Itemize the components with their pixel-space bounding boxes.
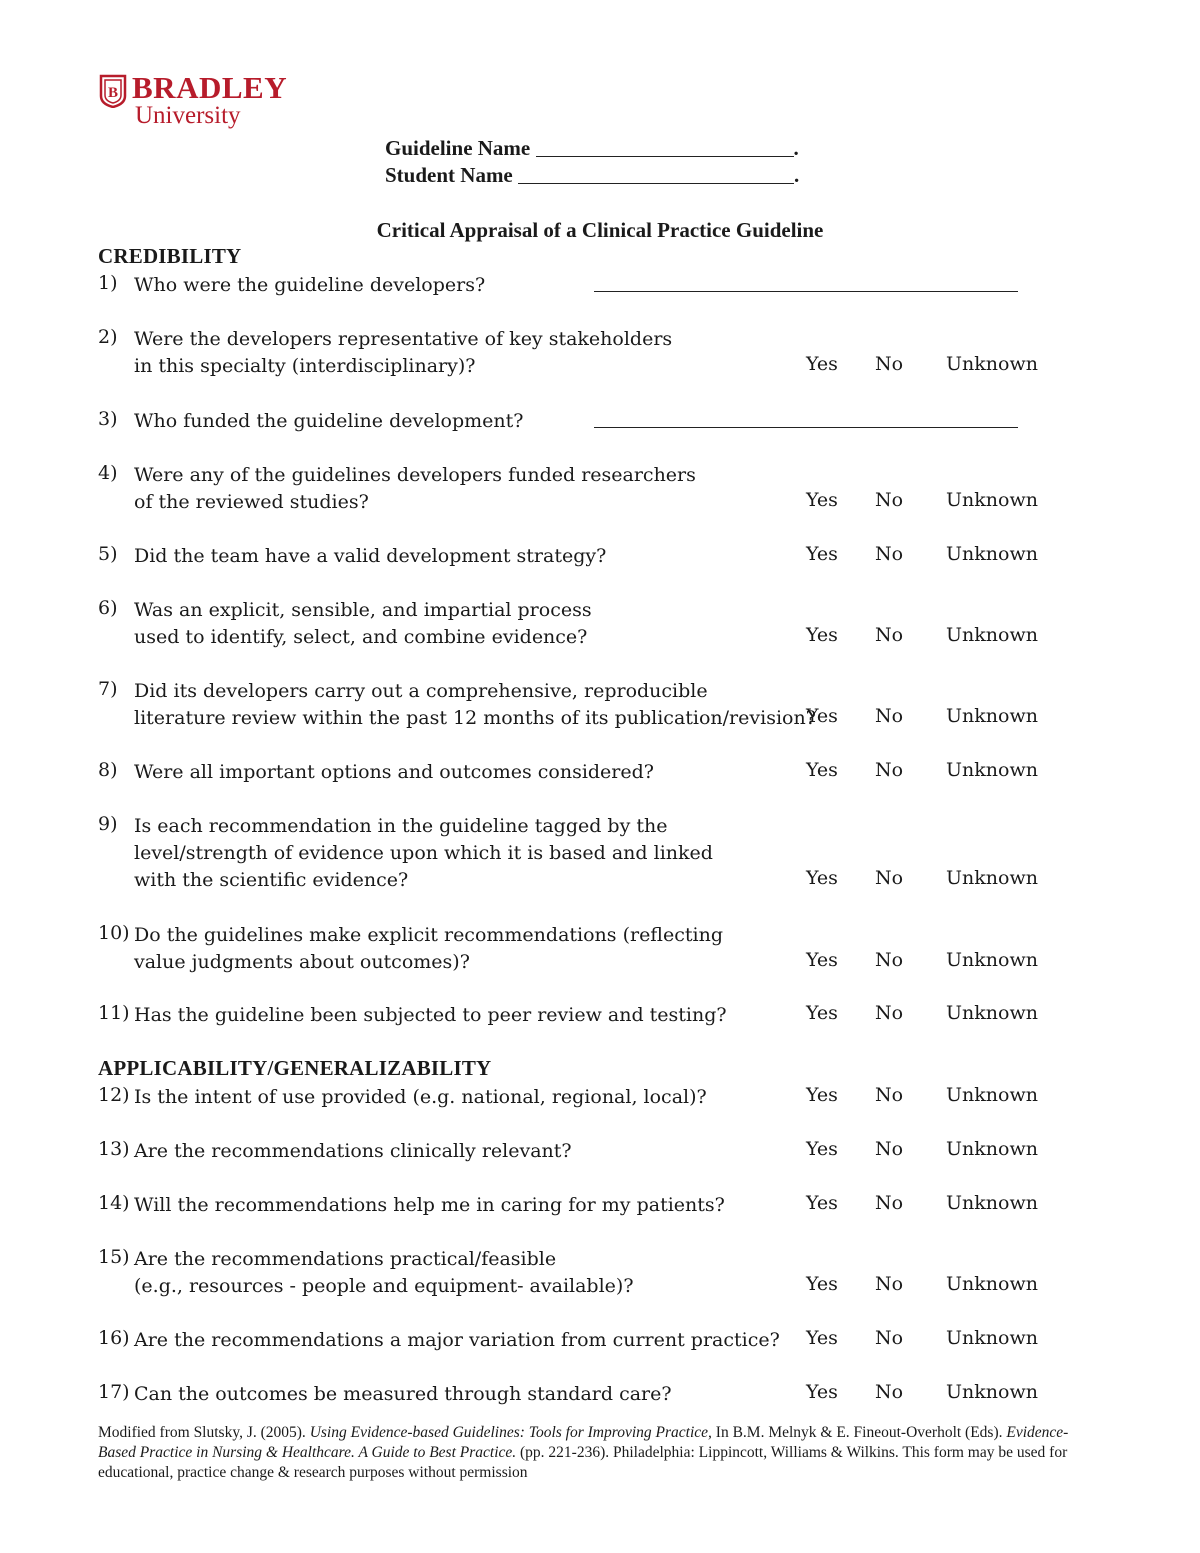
question-text: Were all important options and outcomes considered? (134, 761, 654, 783)
brand-name: BRADLEY (132, 70, 288, 105)
student-name-field (385, 163, 799, 188)
option-yes[interactable]: Yes (806, 705, 838, 727)
question-text: Who were the guideline developers? (134, 274, 486, 296)
question-text: Did its developers carry out a comprehensive, reproducible (134, 680, 708, 702)
option-unknown[interactable]: Unknown (946, 1273, 1038, 1295)
question-text: Are the recommendations practical/feasible (134, 1248, 557, 1270)
question-number: 14) (98, 1192, 130, 1214)
question-text: level/strength of evidence upon which it is based and linked (134, 842, 713, 864)
question-number: 13) (98, 1138, 130, 1160)
question-text: Has the guideline been subjected to peer review and testing? (134, 1004, 727, 1026)
option-no[interactable]: No (875, 1138, 904, 1160)
question-number: 9) (98, 813, 118, 835)
answer-line[interactable] (594, 427, 1018, 428)
question-text: literature review within the past 12 months of its publication/revision? (134, 707, 816, 729)
question-text: Are the recommendations a major variation from current practice? (134, 1329, 780, 1351)
bradley-crest-icon (98, 74, 128, 108)
option-no[interactable]: No (875, 1192, 904, 1214)
option-unknown[interactable]: Unknown (946, 1138, 1038, 1160)
student-name-label: Student Name (385, 163, 513, 187)
question-number: 10) (98, 922, 130, 944)
option-yes[interactable]: Yes (806, 1002, 838, 1024)
question-number: 15) (98, 1246, 130, 1268)
question-text: with the scientific evidence? (134, 869, 409, 891)
citation-title: Using Evidence-based Guidelines: Tools for Improving Practice, (309, 1424, 712, 1441)
question-text: (e.g., resources - people and equipment- available)? (134, 1275, 634, 1297)
option-yes[interactable]: Yes (806, 1138, 838, 1160)
guideline-name-field (385, 136, 799, 161)
question-text: Do the guidelines make explicit recommendations (reflecting (134, 924, 723, 946)
question-number: 8) (98, 759, 118, 781)
option-yes[interactable]: Yes (806, 1381, 838, 1403)
option-unknown[interactable]: Unknown (946, 1327, 1038, 1349)
option-no[interactable]: No (875, 1273, 904, 1295)
option-yes[interactable]: Yes (806, 867, 838, 889)
question-number: 2) (98, 326, 118, 348)
section-credibility: CREDIBILITY (98, 244, 242, 268)
option-no[interactable]: No (875, 1327, 904, 1349)
option-no[interactable]: No (875, 543, 904, 565)
option-yes[interactable]: Yes (806, 949, 838, 971)
option-unknown[interactable]: Unknown (946, 949, 1038, 971)
option-unknown[interactable]: Unknown (946, 867, 1038, 889)
question-number: 1) (98, 272, 118, 294)
option-no[interactable]: No (875, 489, 904, 511)
option-yes[interactable]: Yes (806, 1327, 838, 1349)
option-yes[interactable]: Yes (806, 1084, 838, 1106)
question-text: Can the outcomes be measured through standard care? (134, 1383, 672, 1405)
option-no[interactable]: No (875, 624, 904, 646)
question-number: 4) (98, 462, 118, 484)
question-number: 12) (98, 1084, 130, 1106)
option-unknown[interactable]: Unknown (946, 543, 1038, 565)
guideline-name-input[interactable] (536, 136, 794, 157)
question-number: 16) (98, 1327, 130, 1349)
option-yes[interactable]: Yes (806, 489, 838, 511)
option-no[interactable]: No (875, 1084, 904, 1106)
end-mark: . (794, 163, 800, 187)
answer-line[interactable] (594, 291, 1018, 292)
question-text: Was an explicit, sensible, and impartial process (134, 599, 592, 621)
question-number: 11) (98, 1002, 130, 1024)
question-number: 6) (98, 597, 118, 619)
question-text: value judgments about outcomes)? (134, 951, 470, 973)
option-yes[interactable]: Yes (806, 353, 838, 375)
citation-text: In B.M. Melnyk & E. Fineout-Overholt (Eds). (711, 1424, 1007, 1441)
question-text: Is each recommendation in the guideline tagged by the (134, 815, 668, 837)
guideline-name-label: Guideline Name (385, 136, 531, 160)
question-number: 3) (98, 408, 118, 430)
citation-text: Modified from Slutsky, J. (2005). (98, 1424, 310, 1441)
question-text: Who funded the guideline development? (134, 410, 524, 432)
option-no[interactable]: No (875, 1381, 904, 1403)
option-unknown[interactable]: Unknown (946, 489, 1038, 511)
option-yes[interactable]: Yes (806, 624, 838, 646)
question-text: Did the team have a valid development strategy? (134, 545, 607, 567)
question-text: of the reviewed studies? (134, 491, 369, 513)
option-unknown[interactable]: Unknown (946, 353, 1038, 375)
student-name-input[interactable] (518, 163, 794, 184)
question-number: 5) (98, 543, 118, 565)
option-yes[interactable]: Yes (806, 543, 838, 565)
question-text: Were any of the guidelines developers funded researchers (134, 464, 696, 486)
option-unknown[interactable]: Unknown (946, 624, 1038, 646)
question-number: 7) (98, 678, 118, 700)
option-unknown[interactable]: Unknown (946, 705, 1038, 727)
option-no[interactable]: No (875, 353, 904, 375)
option-unknown[interactable]: Unknown (946, 1084, 1038, 1106)
option-unknown[interactable]: Unknown (946, 759, 1038, 781)
question-number: 17) (98, 1381, 130, 1403)
question-text: Is the intent of use provided (e.g. national, regional, local)? (134, 1086, 707, 1108)
option-yes[interactable]: Yes (806, 759, 838, 781)
question-text: used to identify, select, and combine evidence? (134, 626, 588, 648)
citation-footer (98, 1423, 1098, 1483)
citation-text: (pp. 221-236). Philadelphia: Lippincott, Williams & Wilkins. This form may be used for educational, practice change & research purposes without permission (98, 1444, 1068, 1481)
question-text: Were the developers representative of key stakeholders (134, 328, 673, 350)
svg-text:B: B (107, 85, 119, 101)
option-unknown[interactable]: Unknown (946, 1002, 1038, 1024)
option-unknown[interactable]: Unknown (946, 1381, 1038, 1403)
option-yes[interactable]: Yes (806, 1273, 838, 1295)
option-no[interactable]: No (875, 705, 904, 727)
brand-subtitle: University (135, 102, 241, 129)
end-mark: . (793, 136, 799, 160)
citation-book: Evidence-Based Practice in Nursing & Healthcare. A Guide to Best Practice. (98, 1424, 1069, 1461)
option-no[interactable]: No (875, 867, 904, 889)
option-unknown[interactable]: Unknown (946, 1192, 1038, 1214)
question-text: Are the recommendations clinically relevant? (134, 1140, 572, 1162)
option-yes[interactable]: Yes (806, 1192, 838, 1214)
question-text: Will the recommendations help me in caring for my patients? (134, 1194, 725, 1216)
page-title: Critical Appraisal of a Clinical Practice Guideline (376, 218, 824, 242)
option-no[interactable]: No (875, 949, 904, 971)
option-no[interactable]: No (875, 759, 904, 781)
question-text: in this specialty (interdisciplinary)? (134, 355, 476, 377)
option-no[interactable]: No (875, 1002, 904, 1024)
section-applicability: APPLICABILITY/GENERALIZABILITY (98, 1056, 492, 1080)
